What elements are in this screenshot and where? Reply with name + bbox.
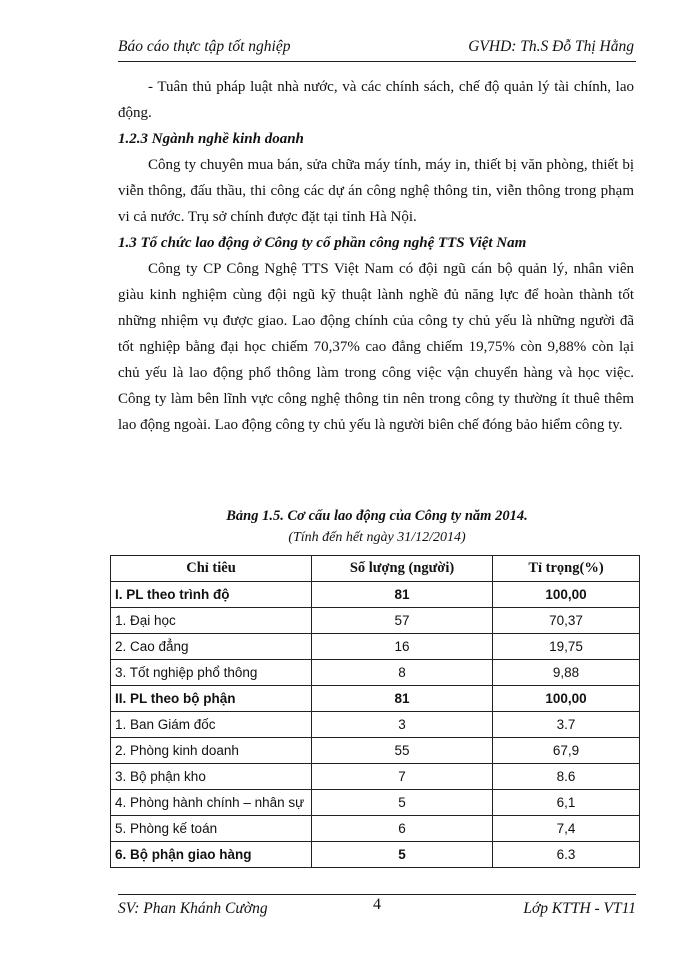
table-row: [111, 712, 640, 738]
paragraph-business-lines: Công ty chuyên mua bán, sửa chữa máy tính, máy in, thiết bị văn phòng, thiết bị viễn thông, đấu thầu, thi công các dự án công nghệ thông tin, viễn thông trong phạm vi cả nước. Trụ sở chính được đặt tại tỉnh Hà Nội.: [118, 157, 634, 225]
table-header-row: [111, 556, 640, 582]
row-count: 16: [312, 634, 493, 660]
header-indicator: Chỉ tiêu: [111, 556, 312, 582]
row-label: 1. Đại học: [111, 608, 312, 634]
header-supervisor: GVHD: Th.S Đỗ Thị Hằng: [468, 38, 634, 55]
row-ratio: 70,37: [493, 608, 640, 634]
row-label: 2. Phòng kinh doanh: [111, 738, 312, 764]
table-subtitle: (Tính đến hết ngày 31/12/2014): [288, 530, 466, 545]
row-count: 55: [312, 738, 493, 764]
row-label: I. PL theo trình độ: [111, 582, 312, 608]
row-ratio: 7,4: [493, 816, 640, 842]
row-ratio: 8.6: [493, 764, 640, 790]
page-footer: [118, 894, 636, 918]
table-row: [111, 660, 640, 686]
page-header: [118, 38, 636, 62]
table-row: [111, 764, 640, 790]
row-ratio: 100,00: [493, 686, 640, 712]
row-label: 5. Phòng kế toán: [111, 816, 312, 842]
row-count: 8: [312, 660, 493, 686]
table-row: [111, 842, 640, 868]
heading-labor-organization: 1.3 Tổ chức lao động ở Công ty cổ phần công nghệ TTS Việt Nam: [118, 235, 527, 251]
header-report-title: Báo cáo thực tập tốt nghiệp: [118, 38, 291, 55]
table-title: Bảng 1.5. Cơ cấu lao động của Công ty năm 2014.: [226, 508, 528, 524]
header-ratio: Tỉ trọng(%): [493, 556, 640, 582]
row-ratio: 67,9: [493, 738, 640, 764]
row-label: 6. Bộ phận giao hàng: [111, 842, 312, 868]
row-ratio: 100,00: [493, 582, 640, 608]
row-count: 57: [312, 608, 493, 634]
table-row: [111, 634, 640, 660]
paragraph-compliance: - Tuân thủ pháp luật nhà nước, và các chính sách, chế độ quản lý tài chính, lao động.: [118, 79, 634, 121]
table-row: [111, 582, 640, 608]
row-count: 6: [312, 816, 493, 842]
footer-class: Lớp KTTH - VT11: [523, 900, 636, 917]
row-label: 2. Cao đẳng: [111, 634, 312, 660]
row-count: 81: [312, 686, 493, 712]
row-count: 5: [312, 842, 493, 868]
row-count: 81: [312, 582, 493, 608]
row-ratio: 3.7: [493, 712, 640, 738]
row-ratio: 19,75: [493, 634, 640, 660]
table-row: [111, 608, 640, 634]
heading-business-lines: 1.2.3 Ngành nghề kinh doanh: [118, 131, 304, 147]
row-count: 7: [312, 764, 493, 790]
row-ratio: 6,1: [493, 790, 640, 816]
body-text: [118, 74, 634, 438]
row-label: 3. Tốt nghiệp phổ thông: [111, 660, 312, 686]
table-row: [111, 816, 640, 842]
table-row: [111, 686, 640, 712]
footer-student: SV: Phan Khánh Cường: [118, 900, 268, 917]
row-count: 3: [312, 712, 493, 738]
row-label: 1. Ban Giám đốc: [111, 712, 312, 738]
row-count: 5: [312, 790, 493, 816]
row-label: 3. Bộ phận kho: [111, 764, 312, 790]
header-count: Số lượng (người): [312, 556, 493, 582]
row-label: II. PL theo bộ phận: [111, 686, 312, 712]
paragraph-labor-organization: Công ty CP Công Nghệ TTS Việt Nam có đội ngũ cán bộ quản lý, nhân viên giàu kinh nghiệm cùng đội ngũ kỹ thuật lành nghề đủ năng lực để hoàn thành tốt những nhiệm vụ được giao. Lao động chính của công ty chủ yếu là những người đã tốt nghiệp bằng đại học chiếm 70,37% cao đẳng chiếm 19,75% còn 9,88% còn lại chủ yếu là lao động phổ thông làm trong công việc vận chuyển hàng và học việc. Công ty làm bên lĩnh vực công nghệ thông tin nên trong công ty thường ít thuê thêm lao động ngoài. Lao động công ty chủ yếu là người biên chế đóng bảo hiểm công ty.: [118, 261, 634, 433]
page-number: 4: [373, 896, 381, 913]
labor-structure-table: [110, 555, 640, 868]
table-row: [111, 790, 640, 816]
row-label: 4. Phòng hành chính – nhân sự: [111, 790, 312, 816]
row-ratio: 9,88: [493, 660, 640, 686]
row-ratio: 6.3: [493, 842, 640, 868]
table-row: [111, 738, 640, 764]
